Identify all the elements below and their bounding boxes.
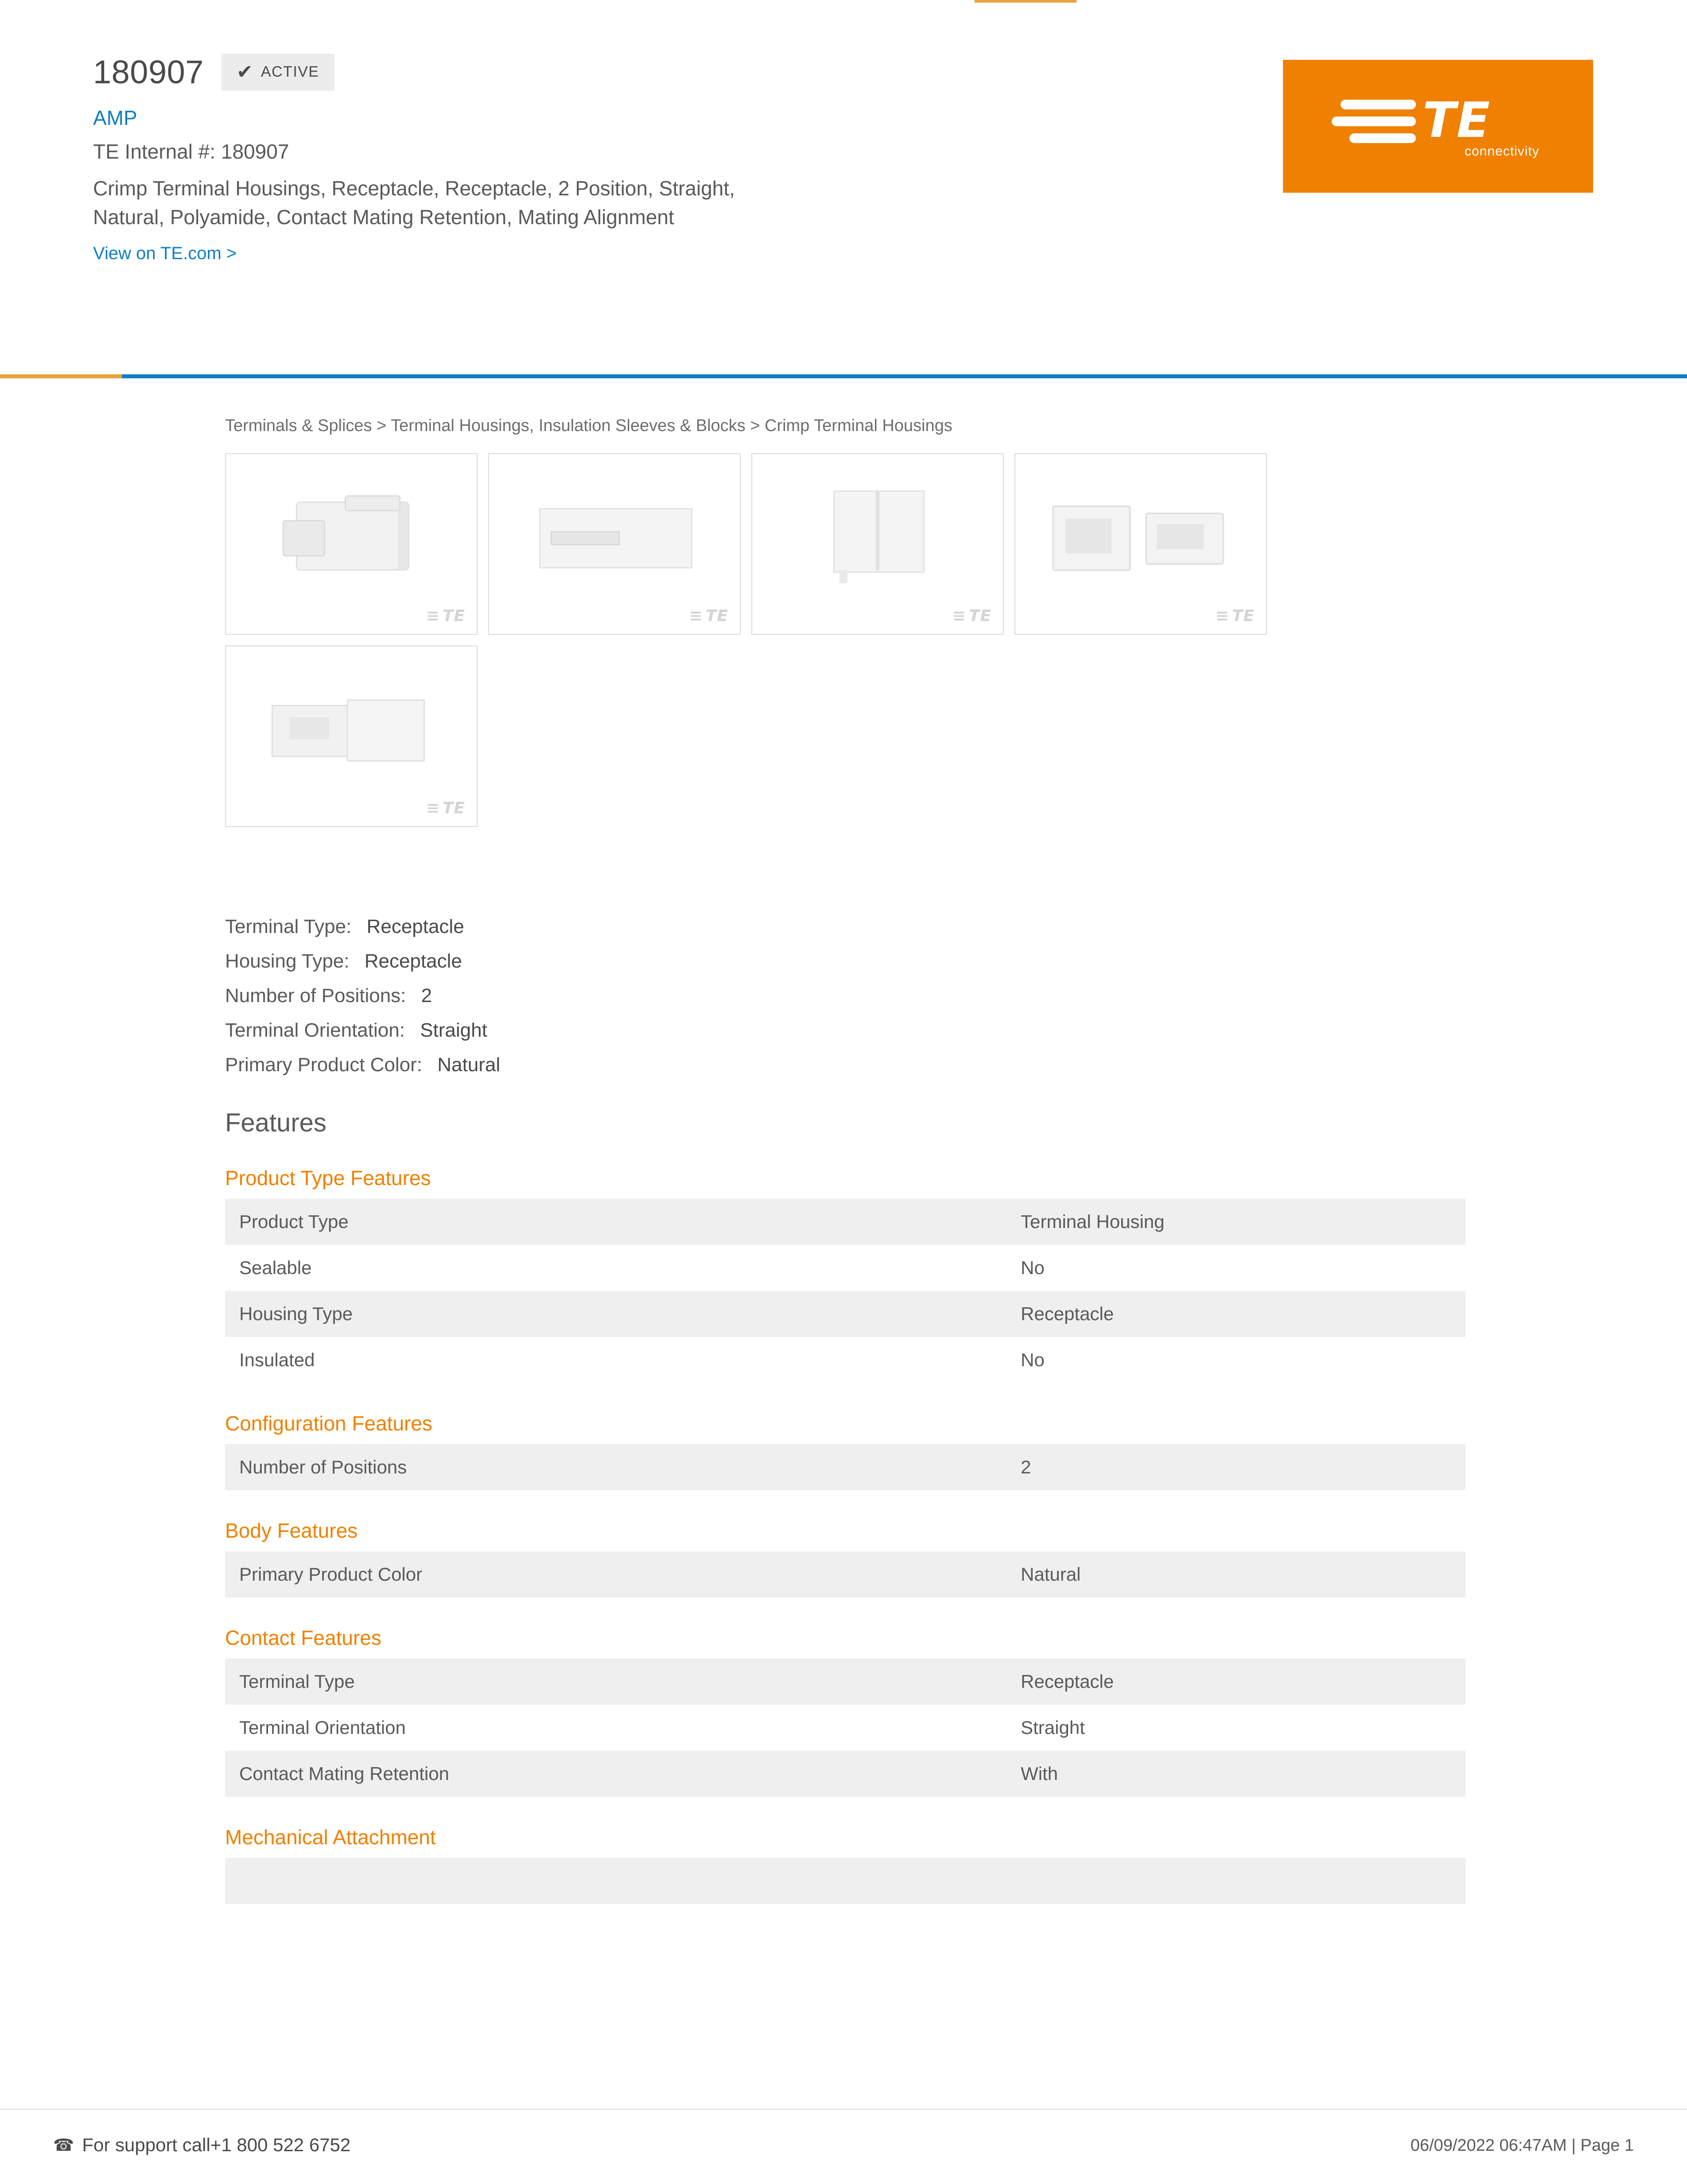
- te-connectivity-logo: [1283, 60, 1593, 193]
- key-attributes: [225, 916, 1465, 1076]
- attribute-value: 2: [421, 985, 432, 1007]
- spec-value: Receptacle: [1007, 1659, 1465, 1705]
- section-title-contact-features: Contact Features: [225, 1626, 381, 1649]
- attribute-label: Terminal Orientation:: [225, 1019, 405, 1041]
- section-title-body-features: Body Features: [225, 1519, 358, 1542]
- attribute-label: Number of Positions:: [225, 985, 406, 1007]
- housing-front-illustration: [833, 490, 922, 583]
- breadcrumb[interactable]: Terminals & Splices > Terminal Housings, Insulation Sleeves & Blocks > Crimp Terminal Housings: [225, 416, 952, 435]
- spec-key: Terminal Orientation: [239, 1717, 406, 1738]
- table-row: [225, 1705, 1465, 1751]
- document-body: [225, 416, 1465, 1904]
- product-image-gallery: [225, 453, 1297, 827]
- spec-table-configuration-features: [225, 1444, 1465, 1490]
- status-badge: [222, 54, 334, 91]
- spec-value: No: [1021, 1257, 1045, 1278]
- brand-link[interactable]: AMP: [93, 106, 137, 129]
- product-description: Crimp Terminal Housings, Receptacle, Receptacle, 2 Position, Straight, Natural, Polyamide, Contact Mating Retention, Mating Alignment: [93, 177, 735, 229]
- attribute-label: Terminal Type:: [225, 916, 352, 937]
- logo-tagline: connectivity: [1465, 144, 1539, 159]
- attribute-value: Natural: [437, 1054, 501, 1076]
- table-row: [225, 1245, 1465, 1291]
- attribute-value: Receptacle: [364, 950, 462, 972]
- spec-key: Product Type: [225, 1199, 1007, 1245]
- table-row: [225, 1659, 1465, 1705]
- logo-mark-text: TE: [1423, 92, 1491, 148]
- spec-key: Insulated: [239, 1349, 315, 1370]
- spec-value: Receptacle: [1007, 1291, 1465, 1337]
- attribute-row: [225, 950, 1465, 972]
- table-row: [225, 1444, 1465, 1490]
- spec-value: 2: [1007, 1444, 1465, 1490]
- watermark-te: ≡ TE: [1216, 607, 1255, 625]
- page-info: 06/09/2022 06:47AM | Page 1: [1410, 2136, 1634, 2155]
- support-text: For support call+1 800 522 6752: [82, 2134, 351, 2155]
- status-badge-label: ACTIVE: [260, 63, 319, 80]
- top-accent-rule: [975, 0, 1077, 3]
- product-image-3[interactable]: [751, 453, 1004, 635]
- table-row: [225, 1551, 1465, 1597]
- spec-table-product-type-features: [225, 1199, 1465, 1383]
- section-title-product-type-features: Product Type Features: [225, 1166, 431, 1189]
- section-title-configuration-features: Configuration Features: [225, 1412, 432, 1435]
- watermark-te: ≡ TE: [689, 607, 728, 625]
- features-heading: Features: [225, 1108, 327, 1137]
- spec-key: [225, 1858, 1007, 1904]
- phone-icon: ☎: [53, 2136, 74, 2155]
- attribute-row: [225, 916, 1465, 938]
- view-on-te-link[interactable]: View on TE.com >: [93, 243, 237, 263]
- housing-mated-illustration: [263, 692, 440, 767]
- attribute-label: Primary Product Color:: [225, 1054, 423, 1076]
- attribute-value: Straight: [420, 1019, 487, 1041]
- attribute-label: Housing Type:: [225, 950, 350, 972]
- housing-pair-illustration: [1052, 499, 1229, 575]
- spec-table-mechanical-attachment: [225, 1858, 1465, 1904]
- housing-isometric-illustration: [278, 493, 424, 581]
- attribute-row: [225, 985, 1465, 1007]
- spec-key: Housing Type: [225, 1291, 1007, 1337]
- logo-bars-icon: [1332, 100, 1416, 150]
- page-title: 180907: [93, 54, 204, 90]
- product-image-2[interactable]: [488, 453, 741, 635]
- watermark-te: ≡ TE: [426, 607, 465, 625]
- spec-value: Straight: [1021, 1717, 1085, 1738]
- section-title-mechanical-attachment: Mechanical Attachment: [225, 1826, 436, 1849]
- spec-key: Terminal Type: [225, 1659, 1007, 1705]
- product-image-4[interactable]: [1015, 453, 1267, 635]
- watermark-te: ≡ TE: [952, 607, 991, 625]
- table-row: [225, 1199, 1465, 1245]
- header-divider: [0, 374, 1687, 378]
- spec-key: Sealable: [239, 1257, 312, 1278]
- check-icon: ✔: [236, 61, 253, 83]
- support-info: [53, 2134, 350, 2156]
- spec-key: Number of Positions: [225, 1444, 1007, 1490]
- housing-side-illustration: [539, 508, 690, 566]
- spec-key: Contact Mating Retention: [225, 1751, 1007, 1797]
- spec-value: [1007, 1858, 1465, 1904]
- table-row: [225, 1337, 1465, 1383]
- attribute-row: [225, 1019, 1465, 1041]
- spec-value: Terminal Housing: [1007, 1199, 1465, 1245]
- attribute-row: [225, 1054, 1465, 1076]
- internal-number: TE Internal #: 180907: [93, 140, 289, 163]
- spec-key: Primary Product Color: [225, 1551, 1007, 1597]
- attribute-value: Receptacle: [366, 916, 464, 937]
- spec-value: Natural: [1007, 1551, 1465, 1597]
- table-row: [225, 1751, 1465, 1797]
- product-image-1[interactable]: [225, 453, 478, 635]
- watermark-te: ≡ TE: [426, 799, 465, 817]
- spec-table-contact-features: [225, 1659, 1465, 1797]
- page-footer: [0, 2109, 1687, 2184]
- table-row: [225, 1858, 1465, 1904]
- spec-table-body-features: [225, 1551, 1465, 1597]
- table-row: [225, 1291, 1465, 1337]
- spec-value: No: [1021, 1349, 1045, 1370]
- spec-value: With: [1007, 1751, 1465, 1797]
- product-image-5[interactable]: [225, 645, 478, 827]
